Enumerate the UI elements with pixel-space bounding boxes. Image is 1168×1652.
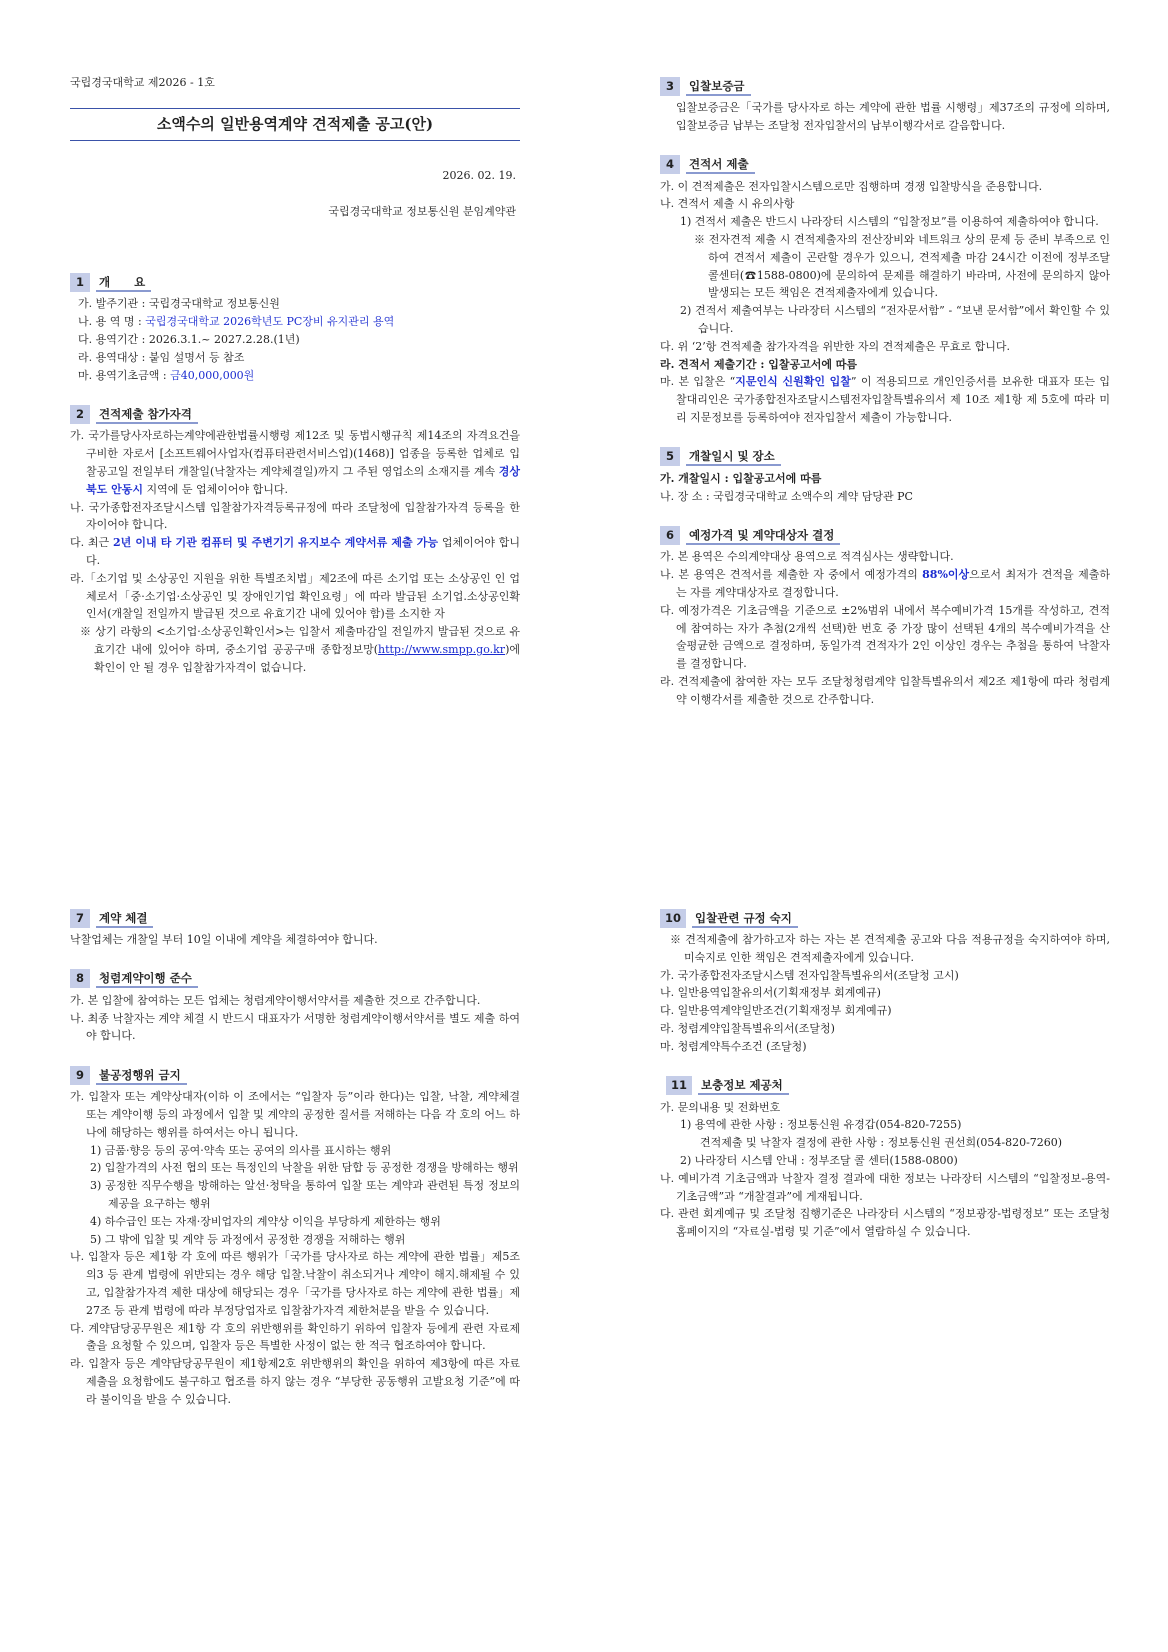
s3-body: 입찰보증금은「국가를 당사자로 하는 계약에 관한 법률 시행령」제37조의 규정에 의하며, 입찰보증금 납부는 조달청 전자입찰서의 납부이행각서로 갈음합니다. [676, 101, 1110, 132]
s6-item-ga: 가. 본 용역은 수의계약대상 용역으로 적격심사는 생략합니다. [660, 550, 954, 564]
s5-item-na: 나. 장 소 : 국립경국대학교 소액수의 계약 담당관 PC [660, 489, 913, 503]
section-title: 청렴계약이행 준수 [96, 969, 198, 988]
section-7-heading [70, 908, 520, 928]
section-title: 보충정보 제공처 [698, 1076, 789, 1095]
smpp-link[interactable]: http://www.smpp.go.kr [378, 642, 506, 656]
section-8-heading [70, 969, 520, 989]
s1-period: 다. 용역기간 : 2026.3.1.~ 2027.2.28.(1년) [78, 332, 300, 346]
section-title: 불공정행위 금지 [96, 1066, 187, 1085]
section-number: 3 [660, 77, 680, 96]
s4-item-na-2: 2) 견적서 제출여부는 나라장터 시스템의 “전자문서함” - “보낸 문서함”에서 확인할 수 있습니다. [680, 304, 1110, 335]
fingerprint-highlight: 지문인식 신원확인 입찰 [735, 375, 851, 389]
section-title: 입찰보증금 [686, 77, 751, 96]
s10-item-ga: 가. 국가종합전자조달시스템 전자입찰특별유의서(조달청 고시) [660, 968, 959, 982]
requirement-highlight: 2년 이내 타 기관 컴퓨터 및 주변기기 유지보수 계약서류 제출 가능 [112, 536, 439, 550]
s2-item-na: 나. 국가종합전자조달시스템 입찰참가자격등록규정에 따라 조달청에 입찰참가자격 등록을 한 자이어야 합니다. [70, 500, 520, 532]
s2-item-da: 다. 최근 2년 이내 타 기관 컴퓨터 및 주변기기 유지보수 계약서류 제출 가능 업체이어야 합니다. [70, 536, 520, 567]
doc-title: 소액수의 일반용역계약 견적제출 공고(안) [70, 108, 520, 141]
section-4-heading [660, 155, 1110, 175]
s9-item-3: 3) 공정한 직무수행을 방해하는 알선·청탁을 통하여 입찰 또는 계약과 관련된 특정 정보의 제공을 요구하는 행위 [90, 1179, 520, 1210]
column-bottom-right [660, 908, 1110, 1241]
s4-item-na: 나. 견적서 제출 시 유의사항 [660, 197, 795, 211]
section-3-heading [660, 76, 1110, 96]
section-title: 견적서 제출 [686, 155, 755, 174]
s7-body: 낙찰업체는 개찰일 부터 10일 이내에 계약을 체결하여야 합니다. [70, 933, 378, 946]
s4-item-ra: 라. 견적서 제출기간 : 입찰공고서에 따름 [660, 357, 858, 371]
section-11-heading [666, 1076, 1110, 1096]
section-number: 4 [660, 155, 680, 174]
s6-item-da: 다. 예정가격은 기초금액을 기준으로 ±2%범위 내에서 복수예비가격 15개를 작성하고, 견적에 참여하는 자가 추첨(2개씩 선택)한 번호 중 가장 많이 선택된 4개의 복수예비가격을 산술평균한 금액으로 결정하며, 동일가격 견적자가 2인 이상인 경우는 추첨을 통하여 낙찰자를 결정합니다. [660, 603, 1110, 671]
s1-service-name: 나. 용 역 명 : 국립경국대학교 2026학년도 PC장비 유지관리 용역 [78, 315, 395, 329]
s10-item-ra: 라. 청렴계약입찰특별유의서(조달청) [660, 1021, 835, 1035]
s11-item-ga-2: 2) 나라장터 시스템 안내 : 정부조달 콜 센터(1588-0800) [680, 1153, 958, 1167]
s2-item-ra: 라.「소기업 및 소상공인 지원을 위한 특별조치법」제2조에 따른 소기업 또는 소상공인 인 업체로서「중·소기업·소상공인 및 장애인기업 확인요령」에 따라 발급된 소기업.소상공인확인서(개찰일 전일까지 발급된 것으로 유효기간 내에 있어야 함)를 소지한 자 [70, 571, 520, 621]
s9-item-2: 2) 입찰가격의 사전 협의 또는 특정인의 낙찰을 위한 담합 등 공정한 경쟁을 방해하는 행위 [90, 1161, 519, 1175]
doc-issuer: 국립경국대학교 정보통신원 분임계약관 [328, 204, 516, 218]
s9-item-5: 5) 그 밖에 입찰 및 계약 등 과정에서 공정한 경쟁을 저해하는 행위 [90, 1232, 406, 1246]
doc-date: 2026. 02. 19. [442, 168, 516, 182]
s9-item-4: 4) 하수급인 또는 자재·장비업자의 계약상 이익을 부당하게 제한하는 행위 [90, 1214, 441, 1228]
s8-item-ga: 가. 본 입찰에 참여하는 모든 업체는 청렴계약이행서약서를 제출한 것으로 간주합니다. [70, 993, 481, 1007]
s11-item-ga-1: 1) 용역에 관한 사항 : 정보통신원 유경갑(054-820-7255) [680, 1118, 962, 1132]
s10-item-na: 나. 일반용역입찰유의서(기획재정부 회계예규) [660, 986, 881, 1000]
s1-target: 라. 용역대상 : 붙임 설명서 등 참조 [78, 350, 245, 364]
s11-item-ga-1b: 견적제출 및 낙찰자 결정에 관한 사항 : 정보통신원 권선희(054-820-7260) [700, 1136, 1063, 1150]
section-title: 견적제출 참가자격 [96, 405, 198, 424]
s1-base-amount: 마. 용역기초금액 : 금40,000,000원 [78, 368, 255, 382]
section-1-heading [70, 272, 520, 292]
s4-item-ga: 가. 이 견적제출은 전자입찰시스템으로만 집행하며 경쟁 입찰방식을 준용합니다. [660, 179, 1043, 193]
region-highlight: 경상북도 안동시 [86, 464, 520, 496]
section-title: 개찰일시 및 장소 [686, 447, 781, 466]
percent-highlight: 88%이상 [922, 568, 970, 582]
section-5-heading [660, 447, 1110, 467]
s4-item-da: 다. 위 ‘2’항 견적제출 참가자격을 위반한 자의 견적제출은 무효로 합니다. [660, 339, 1010, 353]
section-9-heading [70, 1065, 520, 1085]
s8-item-na: 나. 최종 낙찰자는 계약 체결 시 반드시 대표자가 서명한 청렴계약이행서약서를 별도 제출 하여야 합니다. [70, 1011, 520, 1043]
s4-item-ma: 마. 본 입찰은 “지문인식 신원확인 입찰” 이 적용되므로 개인인증서를 보유한 대표자 또는 입찰대리인은 국가종합전자조달시스템전자입찰특별유의서 제 10조 제1항 제 5호에 따라 미리 지문정보를 등록하여야 전자입찰서 제출이 가능합니다. [660, 375, 1110, 424]
section-number: 8 [70, 969, 90, 988]
s9-item-1: 1) 금품·향응 등의 공여·약속 또는 공여의 의사를 표시하는 행위 [90, 1143, 392, 1157]
s2-note: ※ 상기 라항의 <소기업·소상공인확인서>는 입찰서 제출마감일 전일까지 발급된 것으로 유효기간 내에 있어야 하며, 중소기업 공공구매 종합정보망(http://www.smpp.go.kr)에 확인이 안 될 경우 입찰참가자격이 없습니다. [80, 625, 520, 674]
section-number: 1 [70, 273, 90, 292]
section-6-heading [660, 525, 1110, 545]
s6-item-ra: 라. 견적제출에 참여한 자는 모두 조달청청렴계약 입찰특별유의서 제2조 제1항에 따라 청렴계약 이행각서를 제출한 것으로 간주합니다. [660, 674, 1110, 706]
section-10-heading [660, 908, 1110, 928]
section-number: 9 [70, 1066, 90, 1085]
s11-item-da: 다. 관련 회계예규 및 조달청 집행기준은 나라장터 시스템의 “정보광장-법령정보” 또는 조달청 홈페이지의 “자료실-법령 및 기준”에서 열람하실 수 있습니다. [660, 1207, 1110, 1239]
section-number: 7 [70, 909, 90, 928]
section-2-heading [70, 404, 520, 424]
s9-item-ga: 가. 입찰자 또는 계약상대자(이하 이 조에서는 “입찰자 등”이라 한다)는 입찰, 낙찰, 계약체결 또는 계약이행 등의 과정에서 입찰 및 계약의 공정한 질서를 저해하는 다음 각 호의 어느 하나에 해당하는 행위를 하여서는 아니 됩니다. [70, 1090, 520, 1139]
s1-client: 가. 발주기관 : 국립경국대학교 정보통신원 [78, 297, 280, 311]
section-title: 입찰관련 규정 숙지 [692, 909, 798, 928]
s11-item-ga: 가. 문의내용 및 전화번호 [660, 1100, 781, 1114]
base-amount-value: 금40,000,000원 [170, 368, 255, 382]
s4-item-na-1: 1) 견적서 제출은 반드시 나라장터 시스템의 “입찰정보”를 이용하여 제출하여야 합니다. [680, 215, 1099, 229]
section-title: 예정가격 및 계약대상자 결정 [686, 526, 840, 545]
s6-item-na: 나. 본 용역은 견적서를 제출한 자 중에서 예정가격의 88%이상으로서 최저가 견적을 제출하는 자를 계약대상자로 결정합니다. [660, 568, 1110, 599]
s10-note: ※ 견적제출에 참가하고자 하는 자는 본 견적제출 공고와 다음 적용규정을 숙지하여야 하며, 미숙지로 인한 책임은 견적제출자에게 있습니다. [670, 933, 1110, 964]
s2-item-ga: 가. 국가를당사자로하는계약에관한법률시행령 제12조 및 동법시행규칙 제14조의 자격요건을 구비한 자로서 [소프트웨어사업자(컴퓨터관련서비스업)(1468)] 업종을 등록한 업체로 입찰공고일 전일부터 개찰일(낙찰자는 계약체결일)까지 그 주된 영업소의 소재지를 계속 경상북도 안동시 지역에 둔 업체이어야 합니다. [70, 429, 520, 496]
service-name-value: 국립경국대학교 2026학년도 PC장비 유지관리 용역 [145, 315, 395, 329]
section-number: 11 [666, 1076, 692, 1095]
s4-note: ※ 전자견적 제출 시 견적제출자의 전산장비와 네트워크 상의 문제 등 준비 부족으로 인하여 견적서 제출이 곤란할 경우가 있으니, 견적제출 마감 24시간 이전에 정부조달 콜센터(☎1588-0800)에 문의하여 문제를 해결하기 바라며, 사전에 문의하지 않아 발생되는 모든 책임은 견적제출자에게 있습니다. [694, 232, 1110, 300]
section-title: 계약 체결 [96, 909, 153, 928]
s11-item-na: 나. 예비가격 기초금액과 낙찰자 결정 결과에 대한 정보는 나라장터 시스템의 “입찰정보-용역-기초금액”과 “개찰결과”에 게재됩니다. [660, 1171, 1110, 1203]
s10-item-da: 다. 일반용역계약일반조건(기획재정부 회계예규) [660, 1004, 892, 1018]
column-top-right [660, 76, 1110, 709]
column-bottom-left [70, 908, 520, 1409]
s9-item-na: 나. 입찰자 등은 제1항 각 호에 따른 행위가「국가를 당사자로 하는 계약에 관한 법률」제5조의3 등 관계 법령에 위반되는 경우 해당 입찰.낙찰이 취소되거나 계약이 해지.해제될 수 있고, 입찰참가자격 제한 대상에 해당되는 경우「국가를 당사자로 하는 계약에 관한 법률」제27조 등 관계 법령에 따라 부정당업자로 입찰참가자격 제한처분을 받을 수 있습니다. [70, 1250, 520, 1317]
s5-item-ga: 가. 개찰일시 : 입찰공고서에 따름 [660, 471, 822, 485]
s9-item-da: 다. 계약담당공무원은 제1항 각 호의 위반행위를 확인하기 위하여 입찰자 등에게 관련 자료제출을 요청할 수 있으며, 입찰자 등은 특별한 사정이 없는 한 적극 협조하여야 합니다. [70, 1321, 520, 1353]
section-title: 개 요 [96, 273, 151, 292]
section-number: 2 [70, 405, 90, 424]
section-number: 6 [660, 526, 680, 545]
s9-item-ra: 라. 입찰자 등은 계약담당공무원이 제1항제2호 위반행위의 확인을 위하여 제3항에 따른 자료제출을 요청함에도 불구하고 협조를 하지 않는 경우 “부당한 공동행위 고발요청 기준”에 따라 불이익을 받을 수 있습니다. [70, 1357, 520, 1406]
s10-item-ma: 마. 청렴계약특수조건 (조달청) [660, 1039, 807, 1053]
doc-number: 국립경국대학교 제2026 - 1호 [70, 76, 215, 89]
column-top-left [70, 74, 520, 677]
section-number: 5 [660, 447, 680, 466]
section-number: 10 [660, 909, 686, 928]
